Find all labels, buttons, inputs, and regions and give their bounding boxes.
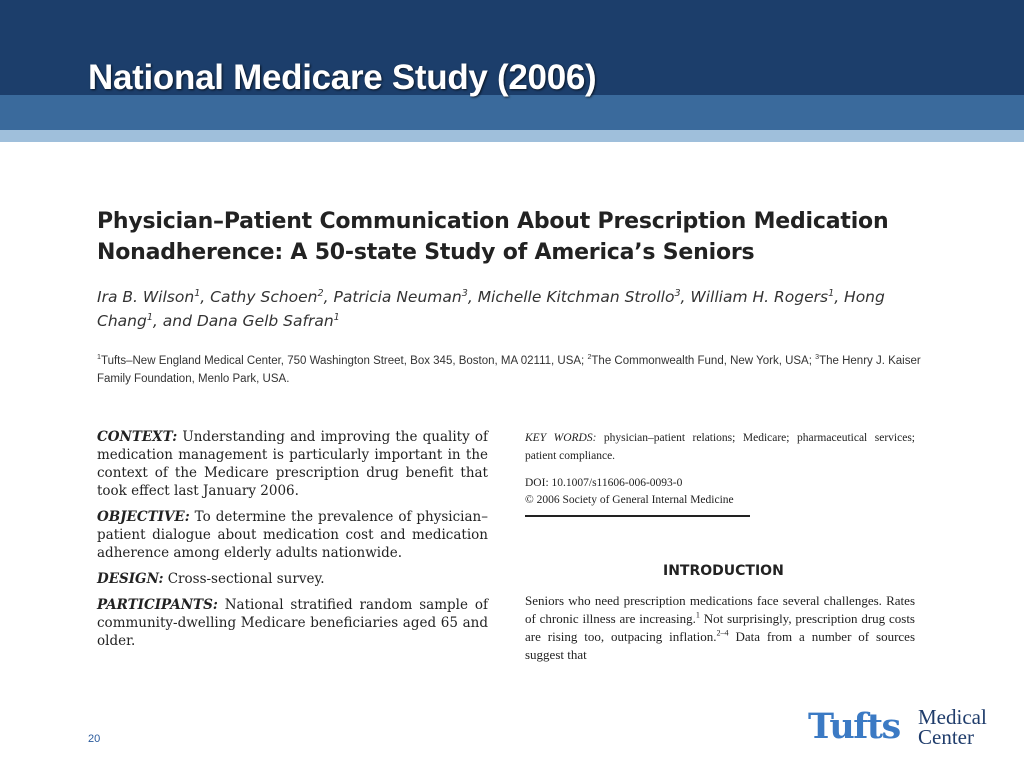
affiliation-mark: 2 bbox=[587, 353, 592, 362]
abstract-text: Cross-sectional survey. bbox=[163, 571, 325, 587]
logo-medical: Medical bbox=[918, 705, 987, 729]
intro-sentence: Not surprisingly, prescription drug costs are rising too, outpacing inflation. bbox=[525, 611, 915, 644]
author-name: Dana Gelb Safran bbox=[196, 312, 334, 330]
slide-header bbox=[0, 0, 1024, 142]
keywords-block bbox=[525, 429, 915, 509]
author-affiliation-mark: 1 bbox=[194, 287, 201, 299]
author-affiliation-mark: 3 bbox=[674, 287, 681, 299]
logo-center: Center bbox=[918, 725, 974, 749]
citation-mark: 2–4 bbox=[716, 628, 729, 638]
tufts-medical-center-logo bbox=[808, 707, 1000, 749]
header-band-light bbox=[0, 130, 1024, 142]
affiliation-mark: 3 bbox=[815, 353, 820, 362]
citation-mark: 1 bbox=[695, 610, 700, 620]
author-affiliation-mark: 2 bbox=[317, 287, 324, 299]
abstract-label: CONTEXT: bbox=[97, 429, 178, 445]
abstract-label: OBJECTIVE: bbox=[97, 509, 190, 525]
affiliation-text: The Henry J. Kaiser Family Foundation, Menlo Park, USA. bbox=[97, 355, 921, 385]
author-name: Patricia Neuman bbox=[333, 288, 462, 306]
author-name: Hong Chang bbox=[97, 288, 885, 330]
affiliation-mark: 1 bbox=[97, 353, 101, 362]
abstract-section bbox=[97, 428, 488, 500]
author-name: Ira B. Wilson bbox=[97, 288, 195, 306]
introduction-text bbox=[525, 592, 915, 664]
keywords-label: KEY WORDS: bbox=[525, 432, 597, 444]
abstract-label: PARTICIPANTS: bbox=[97, 597, 218, 613]
keywords-text: physician–patient relations; Medicare; pharmaceutical services; patient compliance. bbox=[525, 432, 915, 462]
intro-sentence: Data from a number of sources suggest that bbox=[525, 629, 915, 662]
abstract-label: DESIGN: bbox=[97, 571, 164, 587]
affiliation-text: Tufts–New England Medical Center, 750 Washington Street, Box 345, Boston, MA 02111, USA; bbox=[100, 355, 588, 367]
keywords bbox=[525, 429, 915, 465]
author-affiliation-mark: 1 bbox=[146, 311, 153, 323]
abstract-section bbox=[97, 508, 488, 562]
abstract-section bbox=[97, 570, 488, 588]
abstract-section bbox=[97, 596, 488, 650]
abstract-text: Understanding and improving the quality of medication management is particularly important in the context of the Medicare prescription drug benefit that took effect last January 2006. bbox=[97, 429, 488, 499]
abstract-text: National stratified random sample of community-dwelling Medicare beneficiaries aged 65 and older. bbox=[97, 597, 488, 649]
author-name: William H. Rogers bbox=[690, 288, 829, 306]
doi: DOI: 10.1007/s11606-006-0093-0 bbox=[525, 477, 683, 489]
header-band-mid bbox=[0, 95, 1024, 130]
affiliations bbox=[97, 352, 922, 388]
paper-title: Physician–Patient Communication About Prescription Medication Nonadherence: A 50-state Study of America’s Seniors bbox=[97, 209, 889, 265]
abstract-text: To determine the prevalence of physician–patient dialogue about medication cost and medication adherence among elderly adults nationwide. bbox=[97, 509, 488, 561]
author-affiliation-mark: 1 bbox=[828, 287, 835, 299]
author-name: Cathy Schoen bbox=[210, 288, 318, 306]
intro-sentence: Seniors who need prescription medications face several challenges. Rates of chronic illness are increasing. bbox=[525, 593, 915, 626]
author-affiliation-mark: 3 bbox=[461, 287, 468, 299]
author-affiliation-mark: 1 bbox=[333, 311, 340, 323]
article-excerpt bbox=[0, 142, 1024, 682]
abstract bbox=[97, 428, 488, 658]
slide-title: National Medicare Study (2006) bbox=[88, 58, 597, 97]
author-list: Ira B. Wilson$^1$, Cathy Schoen$^2$, Patricia Neuman$^3$, Michelle Kitchman Strollo$^3$, William H. Rogers$^1$, Hong Chang$^1$, and Dana Gelb Safran$^1$ bbox=[97, 287, 885, 330]
doi-block bbox=[525, 475, 915, 509]
author-name: Michelle Kitchman Strollo bbox=[477, 288, 675, 306]
copyright: © 2006 Society of General Internal Medicine bbox=[525, 494, 734, 506]
affiliation-text: The Commonwealth Fund, New York, USA; bbox=[591, 355, 816, 367]
divider-rule bbox=[525, 515, 750, 517]
introduction-heading: INTRODUCTION bbox=[663, 563, 784, 579]
logo-tufts: Tufts bbox=[808, 706, 900, 747]
page-number: 20 bbox=[88, 733, 101, 745]
